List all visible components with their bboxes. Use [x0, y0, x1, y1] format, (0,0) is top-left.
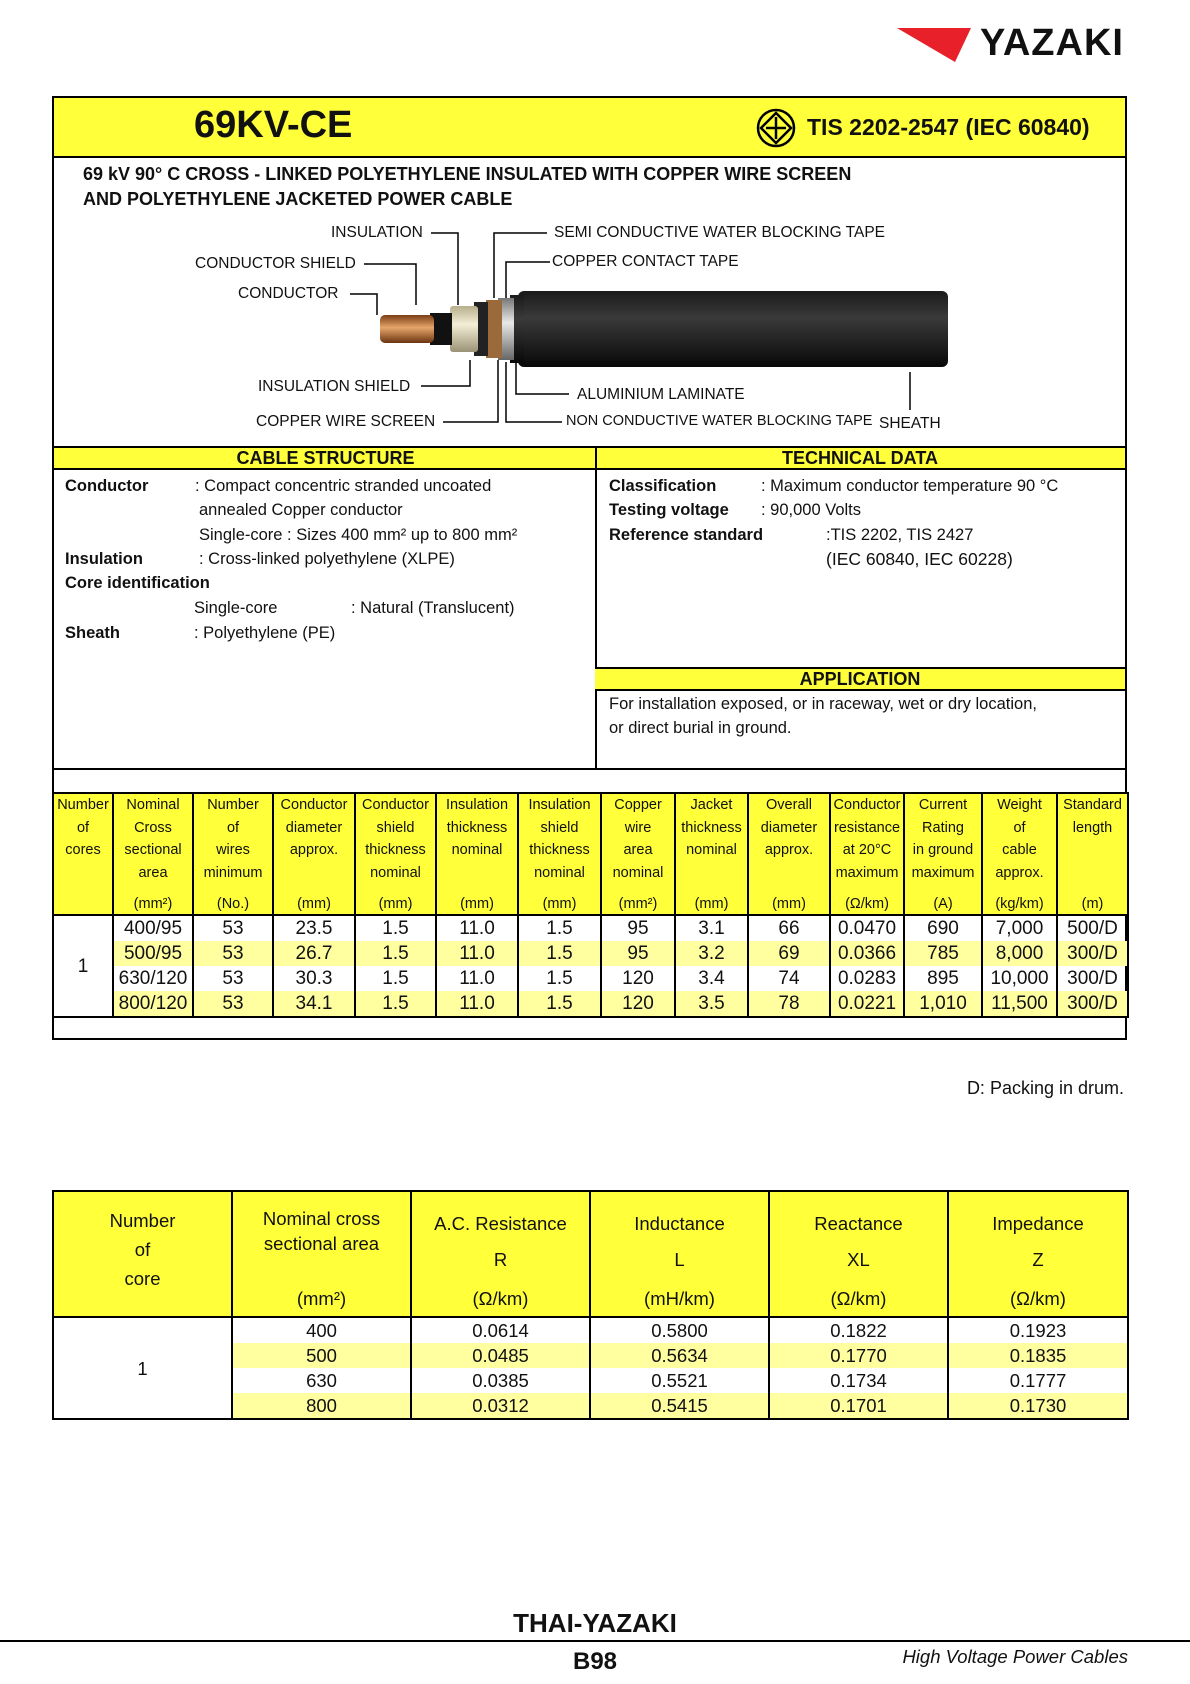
spec-header-text	[194, 794, 272, 884]
spec-header-text	[983, 794, 1056, 884]
impedance-header-line: R	[493, 1249, 508, 1270]
impedance-header-text	[54, 1192, 231, 1293]
spec-header-text	[356, 794, 435, 884]
spec-header-line: Conductor	[362, 797, 429, 813]
spec-header-line: nominal	[370, 864, 421, 881]
label-semi-conductive-tape: SEMI CONDUCTIVE WATER BLOCKING TAPE	[554, 224, 885, 241]
spec-header-cell	[518, 793, 601, 915]
impedance-header-line: Nominal cross	[262, 1208, 381, 1229]
impedance-cell: 0.5521	[590, 1368, 769, 1393]
insulation-value: : Cross-linked polyethylene (XLPE)	[199, 550, 455, 568]
spec-header-text	[519, 794, 600, 884]
spec-header-line: of	[76, 819, 90, 836]
spec-header-line: nominal	[686, 842, 737, 858]
spec-header-line: sectional	[124, 842, 182, 858]
spec-header-cell	[273, 793, 355, 915]
spec-cell: 53	[193, 991, 273, 1017]
spec-header-unit: (mm)	[694, 895, 729, 912]
spec-cell: 0.0366	[830, 941, 904, 966]
impedance-cell: 0.1822	[769, 1317, 948, 1343]
spec-cell: 78	[748, 991, 830, 1017]
impedance-header-cell	[948, 1191, 1128, 1317]
spec-cell: 95	[601, 941, 675, 966]
spec-cell: 3.1	[675, 915, 748, 941]
spec-cell: 500/D	[1057, 915, 1128, 941]
impedance-header-unit: (Ω/km)	[1010, 1288, 1066, 1309]
spec-cell: 800/120	[113, 991, 193, 1017]
spec-header-unit: (mm)	[297, 895, 331, 912]
spec-header-line: nominal	[534, 864, 585, 881]
impedance-header-line: Impedance	[992, 1213, 1084, 1234]
spec-header-text	[1058, 794, 1127, 839]
impedance-header-line: Number	[109, 1210, 176, 1231]
impedance-cell: 0.5800	[590, 1317, 769, 1343]
label-insulation-shield: INSULATION SHIELD	[258, 378, 411, 395]
spec-header-line: thickness	[446, 819, 508, 836]
spec-cell: 690	[904, 915, 982, 941]
spec-cell: 11.0	[436, 915, 518, 941]
spec-cell: 7,000	[982, 915, 1057, 941]
spec-header-line: Insulation	[445, 797, 509, 813]
spec-cell: 785	[904, 941, 982, 966]
spec-cell: 1.5	[518, 966, 601, 991]
spec-header-text	[749, 794, 829, 862]
spec-header-unit: (mm)	[542, 895, 577, 912]
spec-cell: 3.4	[675, 966, 748, 991]
impedance-header-cell	[769, 1191, 948, 1317]
spec-header-line: maximum	[911, 864, 975, 881]
spec-header-line: diameter	[285, 819, 343, 836]
label-copper-contact-tape: COPPER CONTACT TAPE	[552, 253, 739, 270]
spec-header-text	[114, 794, 192, 884]
spec-header-line: nominal	[612, 864, 664, 881]
label-copper-wire-screen: COPPER WIRE SCREEN	[256, 413, 436, 430]
spec-header-line: thickness	[681, 819, 742, 836]
conductor-line-1: : Compact concentric stranded uncoated	[195, 477, 492, 495]
spec-header-cell	[193, 793, 273, 915]
impedance-header-cell	[53, 1191, 232, 1317]
spec-header-unit: (mm²)	[618, 895, 658, 912]
cable-structure-heading: CABLE STRUCTURE	[54, 446, 597, 470]
spec-cell: 26.7	[273, 941, 355, 966]
spec-header-cell	[982, 793, 1057, 915]
spec-header-unit: (mm²)	[133, 895, 173, 912]
spec-header-text	[274, 794, 354, 862]
impedance-header-text	[233, 1192, 410, 1256]
diagram-leader-lines	[0, 0, 1190, 460]
impedance-header-cell	[232, 1191, 411, 1317]
spec-header-unit: (A)	[933, 895, 953, 912]
impedance-cores-cell: 1	[53, 1317, 232, 1419]
impedance-header-text	[949, 1192, 1127, 1278]
technical-data-heading: TECHNICAL DATA	[595, 446, 1125, 470]
spec-cell: 30.3	[273, 966, 355, 991]
spec-header-unit: (Ω/km)	[845, 895, 889, 912]
impedance-cell: 0.1923	[948, 1317, 1128, 1343]
spec-header-line: cores	[65, 842, 101, 858]
spec-header-cell	[601, 793, 675, 915]
spec-header-line: wires	[216, 842, 250, 858]
testing-voltage-value: : 90,000 Volts	[761, 501, 861, 519]
spec-header-line: Current	[918, 797, 968, 813]
spec-header-line: minimum	[203, 864, 263, 881]
conductor-line-2: annealed Copper conductor	[199, 501, 403, 519]
footer-line	[0, 1640, 1190, 1642]
spec-header-line: of	[226, 819, 240, 836]
description-line-2: AND POLYETHYLENE JACKETED POWER CABLE	[83, 189, 513, 209]
spec-header-text	[437, 794, 517, 862]
application-line-1: For installation exposed, or in raceway, wet or dry location,	[609, 695, 1037, 713]
spec-header-unit: (mm)	[460, 895, 494, 912]
spec-cell: 120	[601, 991, 675, 1017]
spec-header-line: at 20°C	[842, 842, 892, 858]
spec-header-line: length	[1072, 819, 1113, 836]
impedance-header-text	[591, 1192, 768, 1278]
impedance-header-line: A.C. Resistance	[434, 1213, 567, 1234]
section-divider	[595, 446, 597, 770]
spec-header-line: Jacket	[690, 797, 733, 813]
impedance-header-unit: (Ω/km)	[830, 1288, 887, 1309]
spec-header-line: Weight	[997, 797, 1042, 813]
spec-header-text	[831, 794, 903, 884]
spec-cell: 3.5	[675, 991, 748, 1017]
classification-label: Classification	[609, 477, 717, 495]
spec-header-row	[53, 793, 1128, 915]
spec-cell: 11.0	[436, 941, 518, 966]
impedance-header-text	[412, 1192, 589, 1278]
impedance-cell: 500	[232, 1343, 411, 1368]
impedance-cell: 0.0385	[411, 1368, 590, 1393]
spec-header-line: approx.	[764, 842, 814, 858]
spec-cell: 0.0221	[830, 991, 904, 1017]
page-number: B98	[572, 1648, 618, 1675]
spec-header-unit: (mm)	[772, 895, 806, 912]
spec-cell: 74	[748, 966, 830, 991]
sheath-label: Sheath	[65, 624, 121, 642]
impedance-cell: 0.1730	[948, 1393, 1128, 1419]
spec-header-text	[676, 794, 747, 862]
conductor-line-3: Single-core : Sizes 400 mm² up to 800 mm²	[199, 526, 518, 544]
core-value: : Natural (Translucent)	[351, 599, 515, 617]
spec-cell: 1.5	[518, 991, 601, 1017]
impedance-cell: 0.0312	[411, 1393, 590, 1419]
sheath-value: : Polyethylene (PE)	[194, 624, 336, 642]
spec-header-cell	[355, 793, 436, 915]
spec-header-line: shield	[540, 819, 579, 836]
footer-category: High Voltage Power Cables	[902, 1646, 1128, 1667]
spec-cell: 34.1	[273, 991, 355, 1017]
spec-header-line: diameter	[760, 819, 818, 836]
impedance-header-line: XL	[847, 1249, 870, 1270]
spec-header-line: Conductor	[833, 797, 901, 813]
impedance-header-cell	[590, 1191, 769, 1317]
spec-header-line: maximum	[835, 864, 899, 881]
spec-header-cell	[1057, 793, 1128, 915]
spec-header-cell	[748, 793, 830, 915]
insulation-label: Insulation	[65, 550, 143, 568]
impedance-header-line: Z	[1032, 1249, 1044, 1270]
brand-name: YAZAKI	[980, 22, 1124, 64]
impedance-header-unit: (mm²)	[296, 1288, 347, 1309]
spec-header-line: approx.	[995, 864, 1044, 881]
impedance-cell: 0.1777	[948, 1368, 1128, 1393]
application-line-2: or direct burial in ground.	[609, 719, 792, 737]
spec-cell: 120	[601, 966, 675, 991]
spec-cell: 300/D	[1057, 966, 1128, 991]
impedance-cell: 0.1770	[769, 1343, 948, 1368]
label-sheath: SHEATH	[879, 415, 941, 432]
impedance-cell: 0.0485	[411, 1343, 590, 1368]
spec-header-cell	[675, 793, 748, 915]
spec-header-unit: (mm)	[378, 895, 413, 912]
spec-cell: 630/120	[113, 966, 193, 991]
spec-cell: 53	[193, 966, 273, 991]
impedance-header-row	[53, 1191, 1128, 1317]
spec-header-line: Insulation	[528, 797, 591, 813]
spec-header-cell	[436, 793, 518, 915]
spec-header-cell	[830, 793, 904, 915]
impedance-cell: 400	[232, 1317, 411, 1343]
label-insulation: INSULATION	[331, 224, 423, 241]
spec-cell: 8,000	[982, 941, 1057, 966]
spec-header-line: Rating	[922, 819, 964, 836]
spec-header-line: wire	[624, 819, 652, 836]
spec-header-line: Conductor	[280, 797, 348, 813]
impedance-header-line: core	[124, 1268, 161, 1289]
spec-header-line: Cross	[134, 819, 172, 836]
footer-company: THAI-YAZAKI	[513, 1608, 677, 1638]
spec-cell: 300/D	[1057, 941, 1128, 966]
impedance-header-cell	[411, 1191, 590, 1317]
spec-header-line: Number	[207, 797, 259, 813]
impedance-header-line: sectional area	[263, 1233, 380, 1254]
spec-header-line: shield	[376, 819, 415, 836]
product-title: 69KV-CE	[194, 104, 353, 146]
core-identification-label: Core identification	[65, 574, 210, 592]
impedance-cell: 0.5634	[590, 1343, 769, 1368]
impedance-header-line: Reactance	[814, 1213, 903, 1234]
spec-header-line: of	[1013, 819, 1026, 836]
conductor-label: Conductor	[65, 477, 149, 495]
spec-cell: 895	[904, 966, 982, 991]
spec-header-line: area	[623, 842, 653, 858]
spec-header-line: nominal	[451, 842, 503, 858]
impedance-cell: 0.0614	[411, 1317, 590, 1343]
impedance-header-unit: (mH/km)	[644, 1288, 715, 1309]
impedance-header-unit: (Ω/km)	[472, 1288, 529, 1309]
spec-row	[53, 941, 1128, 966]
impedance-cell: 800	[232, 1393, 411, 1419]
spec-cell: 10,000	[982, 966, 1057, 991]
spec-header-cell	[53, 793, 113, 915]
impedance-row	[53, 1317, 1128, 1343]
spec-header-cell	[113, 793, 193, 915]
spec-cell: 23.5	[273, 915, 355, 941]
spec-cell: 0.0283	[830, 966, 904, 991]
spec-cell: 500/95	[113, 941, 193, 966]
impedance-cell: 630	[232, 1368, 411, 1393]
standard-label: TIS 2202-2547 (IEC 60840)	[807, 114, 1090, 140]
impedance-header-line: Inductance	[634, 1213, 725, 1234]
spec-header-line: area	[138, 864, 168, 881]
spec-cell: 1.5	[355, 915, 436, 941]
label-non-conductive-tape: NON CONDUCTIVE WATER BLOCKING TAPE	[566, 413, 873, 429]
spec-cell: 69	[748, 941, 830, 966]
spec-cell: 95	[601, 915, 675, 941]
spec-header-line: Nominal	[126, 797, 180, 813]
label-conductor-shield: CONDUCTOR SHIELD	[195, 255, 356, 272]
cable-spec-table	[52, 792, 1129, 1018]
spec-header-text	[905, 794, 981, 884]
spec-row	[53, 915, 1128, 941]
spec-cell: 11,500	[982, 991, 1057, 1017]
spec-header-line: thickness	[529, 842, 590, 858]
separator-line	[54, 768, 1125, 770]
spec-cell: 1.5	[355, 941, 436, 966]
spec-header-line: in ground	[912, 842, 974, 858]
reference-standard-value-2: (IEC 60840, IEC 60228)	[826, 549, 1013, 569]
spec-header-unit: (m)	[1081, 895, 1104, 912]
label-aluminium-laminate: ALUMINIUM LAMINATE	[577, 386, 745, 403]
spec-header-line: Overall	[766, 797, 812, 813]
impedance-header-line: of	[134, 1239, 151, 1260]
spec-cell: 1.5	[355, 991, 436, 1017]
spec-row	[53, 966, 1128, 991]
classification-value: : Maximum conductor temperature 90 °C	[761, 477, 1059, 495]
testing-voltage-label: Testing voltage	[609, 501, 729, 519]
description-line-1: 69 kV 90° C CROSS - LINKED POLYETHYLENE INSULATED WITH COPPER WIRE SCREEN	[83, 164, 852, 184]
spec-cell: 0.0470	[830, 915, 904, 941]
spec-header-unit: (No.)	[216, 895, 250, 912]
spec-header-text	[602, 794, 674, 884]
spec-header-line: Copper	[614, 797, 662, 813]
impedance-cell: 0.1734	[769, 1368, 948, 1393]
spec-cores-cell: 1	[53, 915, 113, 1017]
spec-header-line: Number	[57, 797, 109, 813]
spec-cell: 300/D	[1057, 991, 1128, 1017]
impedance-cell: 0.1835	[948, 1343, 1128, 1368]
spec-cell: 1.5	[518, 941, 601, 966]
spec-cell: 1,010	[904, 991, 982, 1017]
spec-cell: 53	[193, 941, 273, 966]
spec-cell: 53	[193, 915, 273, 941]
spec-header-line: approx.	[289, 842, 339, 858]
reference-standard-value-1: :TIS 2202, TIS 2427	[826, 526, 974, 544]
spec-row	[53, 991, 1128, 1017]
impedance-header-line: L	[674, 1249, 685, 1270]
packing-note: D: Packing in drum.	[966, 1078, 1124, 1098]
reference-standard-label: Reference standard	[609, 526, 764, 544]
spec-header-line: Standard	[1063, 797, 1122, 813]
spec-header-text	[54, 794, 112, 862]
spec-cell: 3.2	[675, 941, 748, 966]
impedance-cell: 0.1701	[769, 1393, 948, 1419]
spec-cell: 66	[748, 915, 830, 941]
spec-header-line: resistance	[833, 819, 901, 836]
core-type: Single-core	[194, 599, 278, 617]
application-heading: APPLICATION	[595, 667, 1125, 691]
spec-header-cell	[904, 793, 982, 915]
impedance-header-text	[770, 1192, 947, 1278]
impedance-cell: 0.5415	[590, 1393, 769, 1419]
spec-header-line: thickness	[365, 842, 426, 858]
spec-cell: 11.0	[436, 966, 518, 991]
spec-cell: 11.0	[436, 991, 518, 1017]
spec-header-line: cable	[1002, 842, 1037, 858]
spec-header-unit: (kg/km)	[995, 895, 1044, 912]
label-conductor: CONDUCTOR	[238, 285, 339, 302]
spec-cell: 400/95	[113, 915, 193, 941]
spec-cell: 1.5	[518, 915, 601, 941]
spec-cell: 1.5	[355, 966, 436, 991]
impedance-table	[52, 1190, 1129, 1420]
